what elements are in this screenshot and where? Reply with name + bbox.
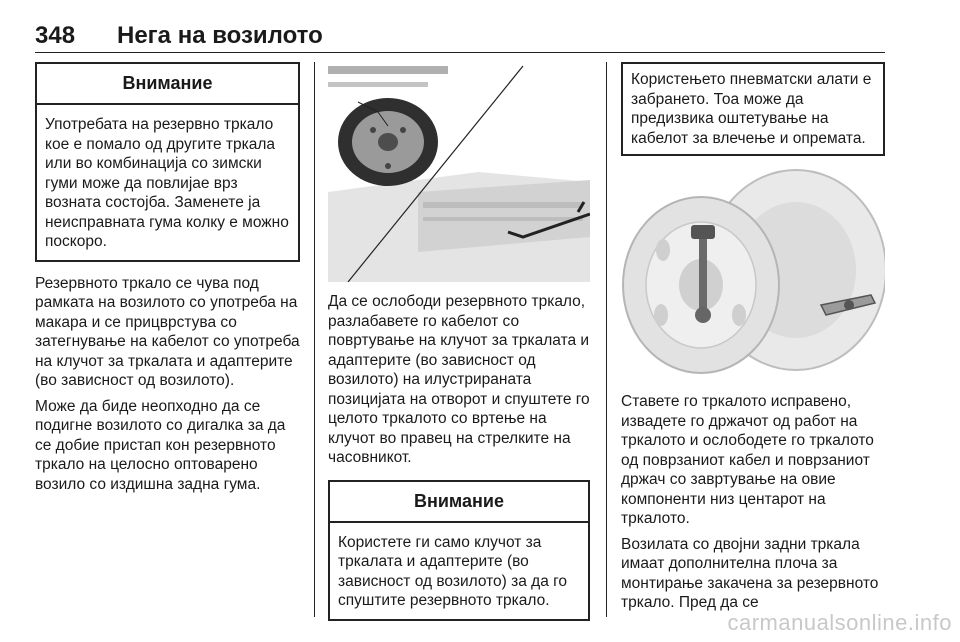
- notice-box: [621, 62, 885, 156]
- wheel-holder-illustration: [621, 165, 885, 380]
- paragraph-spare-wheel-storage: Резервното тркало се чува под рамката на возилото со употреба на макара и се прицврстува со затегнување на кабелот со употреба на клучот за тркалата и адаптерите (во зависност од возилото).: [35, 274, 300, 389]
- warning-text: Користете ги само клучот за тркалата и адаптерите (во зависност од возилото) за да го спуштите резервното тркало.: [338, 533, 568, 609]
- column-divider-1: [314, 62, 315, 617]
- wheel-holder-figure: [621, 165, 885, 380]
- warning-title: Внимание: [37, 64, 298, 105]
- paragraph-lift-vehicle: Може да биде неопходно да се подигне возилото со дигалка за да се добие пристап кон резервното тркало на целосно оптоварено возило со издишна задна гума.: [35, 397, 286, 493]
- column-divider-2: [606, 62, 607, 617]
- paragraph-dual-rear-wheels: Возилата со двојни задни тркала имаат дополнителна плоча за монтирање закачена за резервното тркало. Пред да се: [621, 535, 879, 611]
- page-header: [35, 22, 885, 53]
- wheel-key-figure: [328, 62, 590, 282]
- column-2: [328, 292, 590, 621]
- paragraph-release-spare-wheel: Да се ослободи резервното тркало, разлабавете го кабелот со повртување на клучот за тркалата и адаптерите (во зависност од возилото) на илустрираната позицијата на отворот и спуштете го целото тркалото со вртење на клучот во правец на стрелките на часовникот.: [328, 293, 590, 466]
- column-1: [35, 62, 300, 494]
- notice-text: Користењето пневматски алати е забрането. Тоа може да предизвика оштетување на кабелот за влечење и опремата.: [631, 71, 872, 147]
- warning-box-1: [35, 62, 300, 262]
- page-number: 348: [35, 22, 76, 49]
- warning-text: Употребата на резервно тркало кое е помало од другите тркала или во комбинација со зимски гуми може да повлијае врз возната состојба. Заменете ја неисправната гума колку е можно поскоро.: [45, 116, 289, 250]
- column-3-text: [621, 392, 885, 613]
- watermark: carmanualsonline.info: [727, 610, 952, 635]
- warning-box-2: [328, 480, 590, 621]
- column-3: [621, 62, 885, 156]
- page-title: Нега на возилото: [117, 22, 323, 49]
- warning-title: Внимание: [330, 482, 588, 523]
- paragraph-place-wheel: Ставете го тркалото исправено, извадете го држачот од работ на тркалото и ослободете го тркалото од поврзаниот кабел и поврзаниот држач со завртување на овие компоненти низ центарот на тркалото.: [621, 393, 874, 527]
- spare-wheel-lowering-illustration: [328, 62, 590, 282]
